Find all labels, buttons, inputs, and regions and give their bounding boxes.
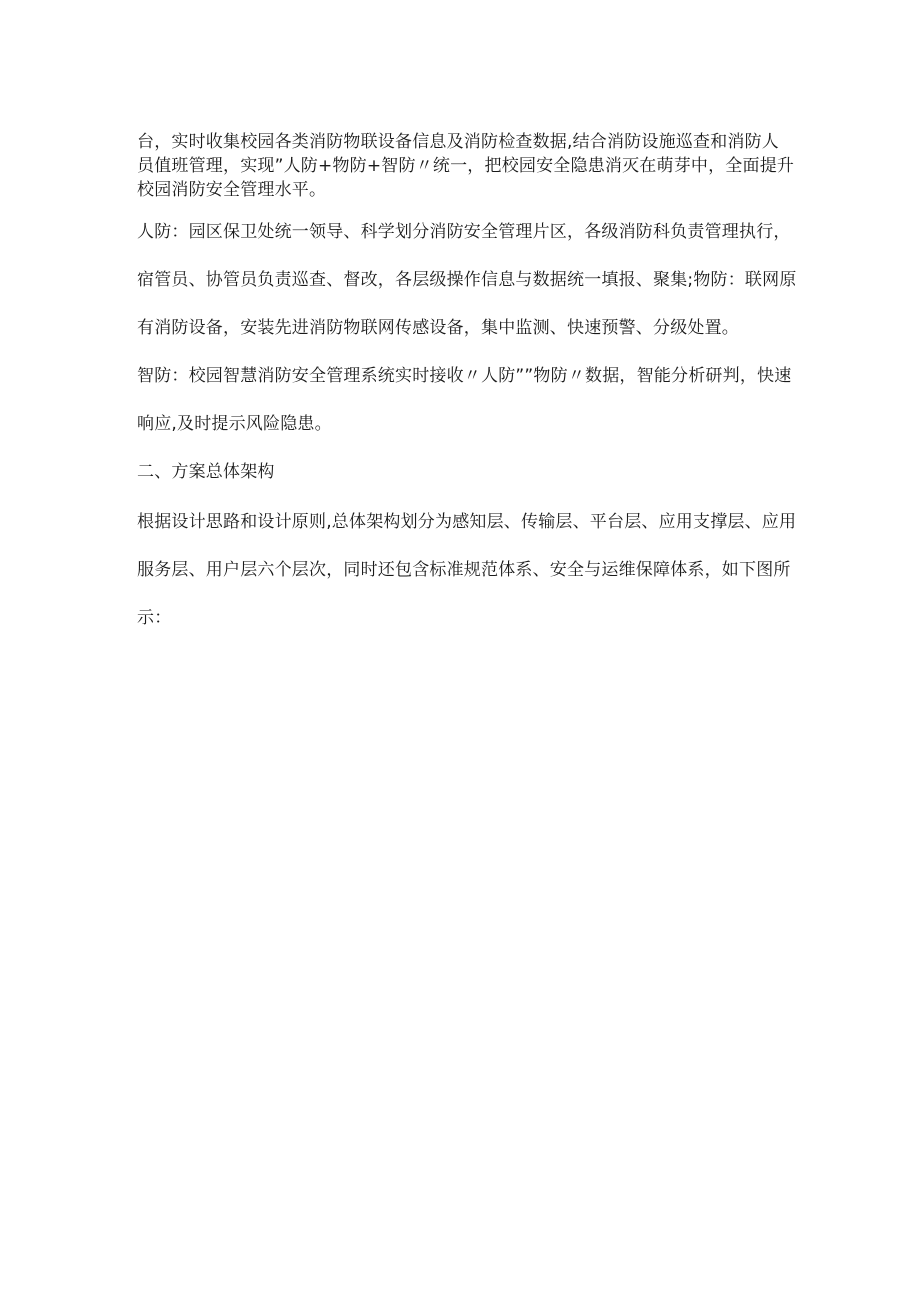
paragraph-line: 宿管员、协管员负责巡查、督改，各层级操作信息与数据统一填报、聚集;物防：联网原 (137, 270, 797, 290)
section-heading: 二、方案总体架构 (137, 462, 275, 482)
paragraph-line: 有消防设备，安装先进消防物联网传感设备，集中监测、快速预警、分级处置。 (137, 318, 739, 338)
paragraph-line: 台，实时收集校园各类消防物联设备信息及消防检查数据,结合消防设施巡查和消防人 (137, 132, 780, 152)
paragraph-line: 根据设计思路和设计原则,总体架构划分为感知层、传输层、平台层、应用支撑层、应用 (137, 512, 797, 532)
paragraph-line: 服务层、用户层六个层次，同时还包含标准规范体系、安全与运维保障体系，如下图所 (137, 560, 791, 580)
paragraph-line: 员值班管理，实现”人防+物防+智防〃统一，把校园安全隐患消灭在萌芽中，全面提升 (137, 156, 795, 176)
paragraph-line: 校园消防安全管理水平。 (137, 180, 327, 200)
paragraph-line: 示： (137, 608, 172, 628)
paragraph-line: 智防：校园智慧消防安全管理系统实时接收〃人防””物防〃数据，智能分析研判，快速 (137, 366, 792, 386)
paragraph-line: 响应,及时提示风险隐患。 (137, 414, 332, 434)
paragraph-line: 人防：园区保卫处统一领导、科学划分消防安全管理片区，各级消防科负责管理执行， (137, 222, 791, 242)
